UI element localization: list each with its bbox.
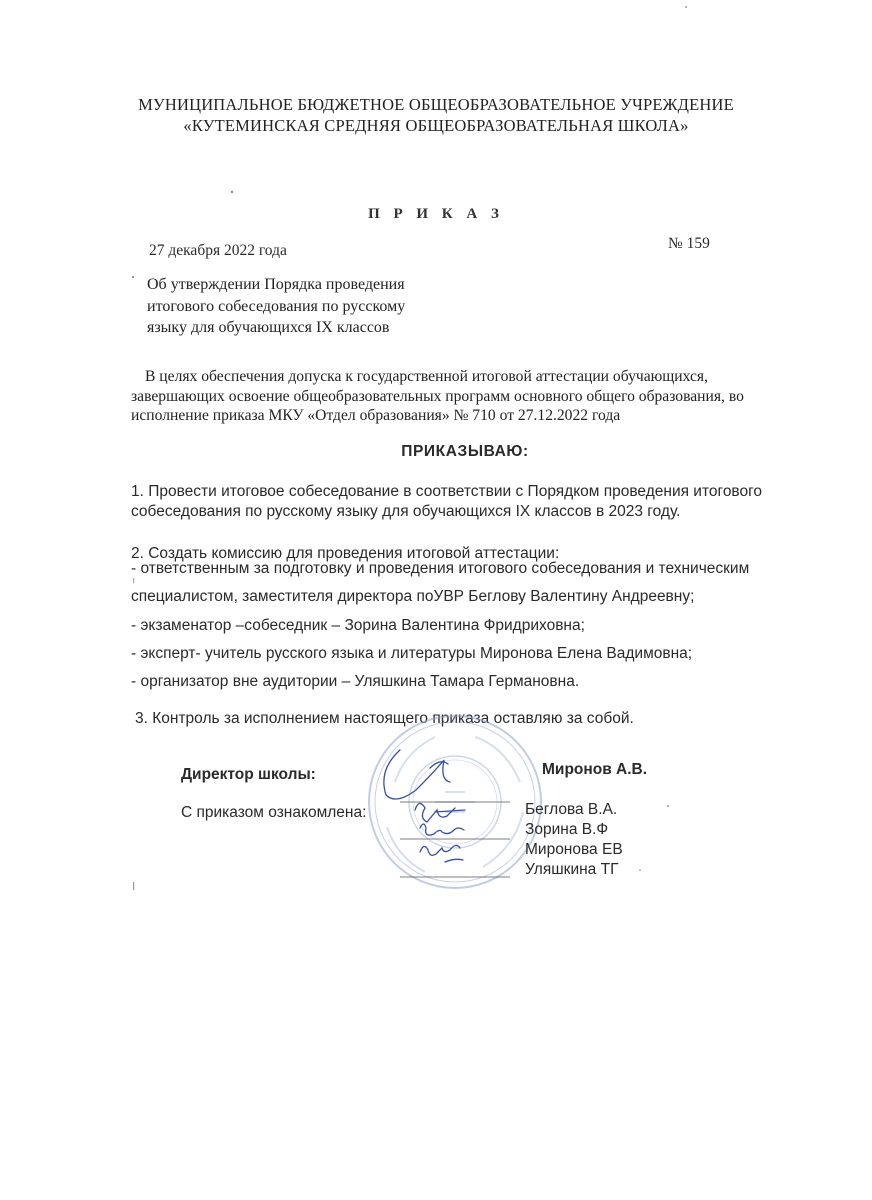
org-line-2: «КУТЕМИНСКАЯ СРЕДНЯЯ ОБЩЕОБРАЗОВАТЕЛЬНАЯ ШКОЛА» [183,116,689,135]
acknowledged-name: Беглова В.А. [525,801,618,818]
item-2-title: 2. Создать комиссию для проведения итоговой аттестации: [131,545,560,562]
preamble-line-1: В целях обеспечения допуска к государственной итоговой аттестации обучающихся, [145,368,708,385]
preamble [131,367,786,426]
director-name: Миронов А.В. [542,761,648,778]
preamble-line-2: завершающих освоение общеобразовательных программ основного общего образования, во [131,387,744,405]
acknowledged-name: Зорина В.Ф [525,821,609,838]
organization-name [0,94,872,136]
acknowledged-name: Миронова ЕВ [525,841,623,858]
item-2-line-3: - экзаменатор –собеседник – Зорина Валентина Фридриховна; [131,617,585,634]
item-2-line-2: специалистом, заместителя директора поУВР Беглову Валентину Андреевну; [131,588,695,605]
subject-line: языку для обучающихся IX классов [147,319,390,336]
order-date: 27 декабря 2022 года [149,242,287,259]
org-line-1: МУНИЦИПАЛЬНОЕ БЮДЖЕТНОЕ ОБЩЕОБРАЗОВАТЕЛЬНОЕ УЧРЕЖДЕНИЕ [138,95,734,114]
preamble-line-3: исполнение приказа МКУ «Отдел образования» № 710 от 27.12.2022 года [131,407,621,424]
director-position: Директор школы: [181,766,316,783]
item-1-line-2: собеседования по русскому языку для обучающихся IX классов в 2023 году. [131,503,681,520]
item-1 [131,482,762,522]
subject-line: Об утверждении Порядка проведения [147,276,405,293]
item-2-line-4: - эксперт- учитель русского языка и литературы Миронова Елена Вадимовна; [131,645,693,662]
item-1-line-1: 1. Провести итоговое собеседование в соответствии с Порядком проведения итогового [131,483,763,500]
order-subject [147,274,405,339]
acknowledged-names [525,800,623,880]
order-number: № 159 [668,235,710,252]
handwritten-signatures [360,740,535,880]
subject-line: итогового собеседования по русскому [147,297,406,315]
item-2-line-5: - организатор вне аудитории – Уляшкина Тамара Германовна. [131,673,580,690]
acknowledged-name: Уляшкина ТГ [525,861,619,878]
acknowledgement-label: С приказом ознакомлена: [181,804,367,821]
item-2-line-1: - ответственным за подготовку и проведения итогового собеседования и техническим [131,560,750,577]
item-3: 3. Контроль за исполнением настоящего приказа оставляю за собой. [135,710,634,727]
order-title: П Р И К А З [368,206,504,222]
decree-word: ПРИКАЗЫВАЮ: [401,443,529,460]
